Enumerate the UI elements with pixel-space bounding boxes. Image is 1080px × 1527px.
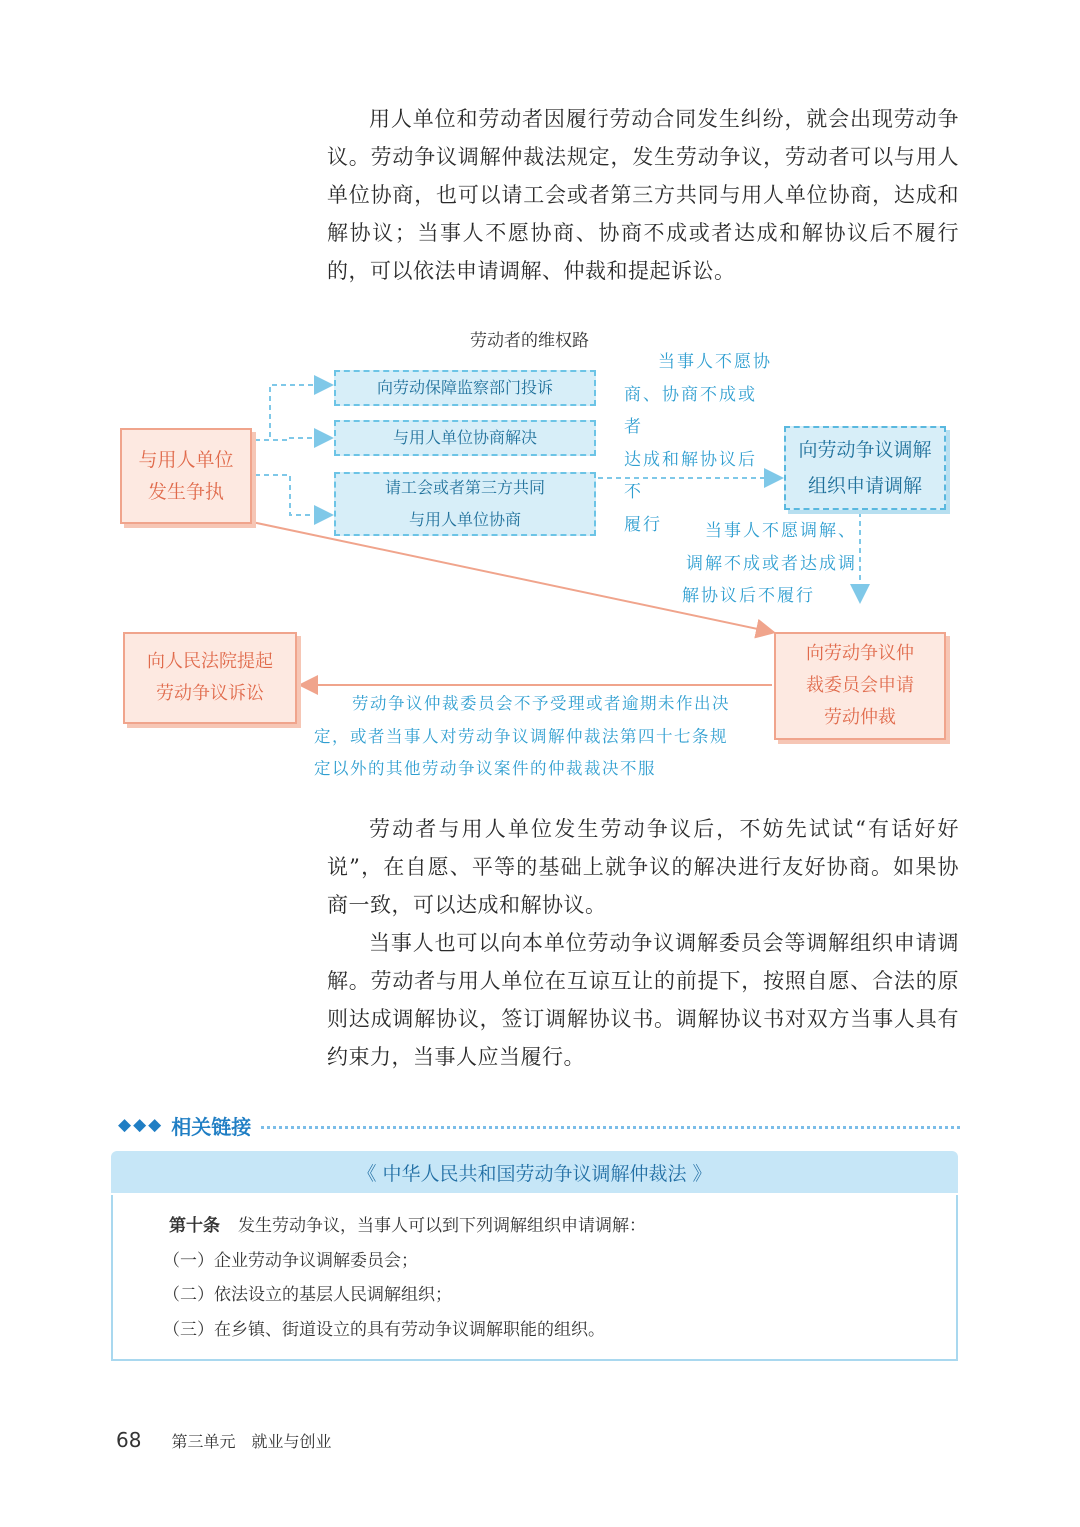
complaint-box: 向劳动保障监察部门投诉 (334, 370, 596, 406)
negotiate-box: 与用人单位协商解决 (334, 420, 596, 456)
arbitration-box: 向劳动争议仲 裁委员会申请 劳动仲裁 (774, 632, 946, 740)
mediation-box: 向劳动争议调解 组织申请调解 (784, 426, 946, 510)
note-arbitration: 当事人不愿调解、 调解不成或者达成调 解协议后不履行 (682, 521, 857, 606)
arrow-to-complaint (255, 385, 330, 440)
note-mediation: 当事人不愿协 商、协商不成或者 达成和解协议后不 履行 (624, 352, 772, 535)
paragraph-negotiation: 劳动者与用人单位发生劳动争议后，不妨先试试“有话好好说”，在自愿、平等的基础上就争议的解决进行友好协商。如果协商一致，可以达成和解协议。 当事人也可以向本单位劳动争议调解委员会等调解组织申请调解。劳动者与用人单位在互谅互让的前提下，按照自愿、合法的原则达成调解协议，签订调解协议书。调解协议书对双方当事人具有约束力，当事人应当履行。 (327, 817, 959, 1069)
related-links-title: 相关链接 (171, 1114, 252, 1139)
law-item: （二）依法设立的基层人民调解组织； (163, 1285, 452, 1305)
law-item: （一）企业劳动争议调解委员会； (163, 1250, 418, 1271)
court-box: 向人民法院提起 劳动争议诉讼 (123, 632, 297, 724)
rights-protection-diagram (0, 310, 1080, 790)
article-line (169, 1209, 956, 1244)
page-number: 68 (116, 1428, 142, 1452)
diagram-title: 劳动者的维权路 (470, 331, 589, 351)
article-label: 第十条 (169, 1216, 220, 1236)
arrow-to-union (255, 475, 330, 515)
page-footer (116, 1427, 331, 1453)
dotted-divider (261, 1126, 960, 1129)
law-item: （三）在乡镇、街道设立的具有劳动争议调解职能的组织。 (163, 1319, 605, 1340)
law-body (111, 1195, 958, 1361)
chapter-label: 就业与创业 (251, 1431, 332, 1451)
law-title: 《 中华人民共和国劳动争议调解仲裁法 》 (111, 1151, 958, 1193)
diamond-icons: ◆◆◆ (118, 1115, 164, 1135)
law-excerpt-box (111, 1151, 958, 1363)
arrow-to-negotiate (255, 438, 330, 440)
unit-label: 第三单元 (171, 1431, 236, 1451)
related-links-header (118, 1110, 960, 1140)
article-text: 发生劳动争议，当事人可以到下列调解组织申请调解： (238, 1216, 646, 1236)
intro-paragraph: 用人单位和劳动者因履行劳动合同发生纠纷，就会出现劳动争议。劳动争议调解仲裁法规定，发生劳动争议，劳动者可以与用人单位协商，也可以请工会或者第三方共同与用人单位协商，达成和解协议；当事人不愿协商、协商不成或者达成和解协议后不履行的，可以依法申请调解、仲裁和提起诉讼。 (327, 107, 959, 283)
union-box: 请工会或者第三方共同 与用人单位协商 (334, 472, 596, 536)
note-court: 劳动争议仲裁委员会不予受理或者逾期未作出决 定，或者当事人对劳动争议调解仲裁法第四十七条规 定以外的其他劳动争议案件的仲裁裁决不服 (314, 694, 730, 778)
start-box: 与用人单位发生争执 (120, 428, 252, 524)
